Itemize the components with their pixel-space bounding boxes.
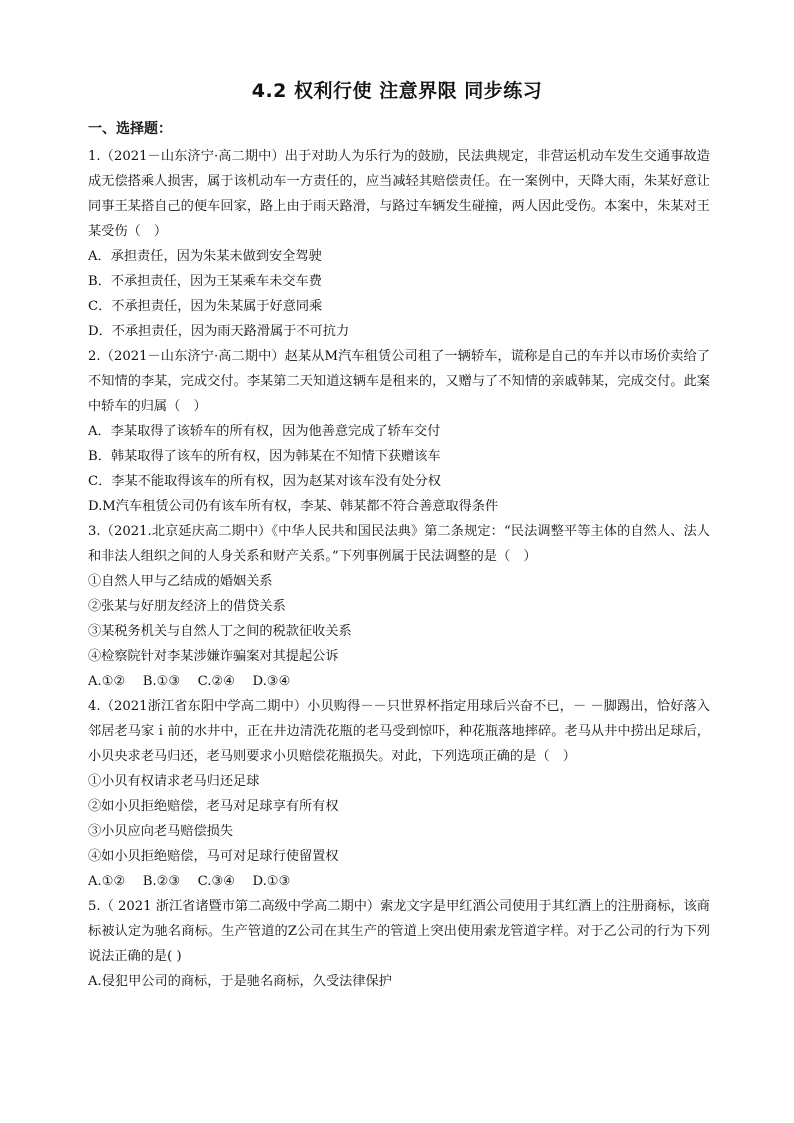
question-2-option-d: D.M汽车租赁公司仍有该车所有权，李某、韩某都不符合善意取得条件 <box>88 499 499 514</box>
question-3-item-4: ④检察院针对李某涉嫌诈骗案对其提起公诉 <box>88 649 339 664</box>
question-4-item-3: ③小贝应向老马赔偿损失 <box>88 824 234 839</box>
question-1-option-c: C．不承担责任，因为朱某属于好意同乘 <box>88 299 323 314</box>
question-1-option-a: A．承担责任，因为朱某未做到安全驾驶 <box>88 249 322 264</box>
section-heading: 一、选择题： <box>88 121 172 137</box>
question-list <box>88 144 710 994</box>
question-2-option-a: A．李某取得了该轿车的所有权，因为他善意完成了轿车交付 <box>88 424 441 439</box>
question-5-stem: 5.（ 2021 浙江省诸暨市第二高级中学高二期中）索龙文字是甲红酒公司使用于其红酒上的注册商标，该商标被认定为驰名商标。生产管道的Z公司在其生产的管道上突出使用索龙管道字样。对于乙公司的行为下列说法正确的是( ) <box>88 899 710 964</box>
question-1-option-b: B．不承担责任，因为王某乘车未交车费 <box>88 274 322 289</box>
question-3-stem: 3.（2021.北京延庆高二期中）《中华人民共和国民法典》第二条规定：“民法调整平等主体的自然人、法人和非法人组织之间的人身关系和财产关系。”下列事例属于民法调整的是（ ） <box>88 524 710 564</box>
question-1-stem: 1.（2021－山东济宁·高二期中）出于对助人为乐行为的鼓励，民法典规定，非营运机动车发生交通事故造成无偿搭乘人损害，属于该机动车一方责任的，应当减轻其赔偿责任。在一案例中，天降大雨，朱某好意让同事王某搭自己的便车回家，路上由于雨天路滑，与路过车辆发生碰撞，两人因此受伤。本案中，朱某对王某受伤（ ） <box>88 149 710 239</box>
question-3-item-1: ①自然人甲与乙结成的婚姻关系 <box>88 574 273 589</box>
question-3-choices: A.①② B.①③ C.②④ D.③④ <box>88 674 291 689</box>
question-3-item-2: ②张某与好朋友经济上的借贷关系 <box>88 599 286 614</box>
page-title: 4.2 权利行使 注意界限 同步练习 <box>251 80 543 102</box>
question-5-option-a: A.侵犯甲公司的商标，于是驰名商标，久受法律保护 <box>88 974 392 989</box>
question-4-item-1: ①小贝有权请求老马归还足球 <box>88 774 260 789</box>
question-4-item-4: ④如小贝拒绝赔偿，马可对足球行使留置权 <box>88 849 339 864</box>
question-1-option-d: D．不承担责任，因为雨天路滑属于不可抗力 <box>88 324 350 339</box>
question-3-item-3: ③某税务机关与自然人丁之间的税款征收关系 <box>88 624 352 639</box>
question-2-option-c: C．李某不能取得该车的所有权，因为赵某对该车没有处分权 <box>88 474 441 489</box>
question-2-option-b: B．韩某取得了该车的所有权，因为韩某在不知情下获赠该车 <box>88 449 441 464</box>
question-4-stem: 4.（2021浙江省东阳中学高二期中）小贝购得－－只世界杯指定用球后兴奋不已，－ －脚踢出，恰好落入邻居老马家ｉ前的水井中，正在井边清洗花瓶的老马受到惊吓，种花瓶落地摔碎。老马从井中捞出足球后，小贝央求老马归还，老马则要求小贝赔偿花瓶损失。对此，下列选项正确的是（ ） <box>88 699 710 764</box>
question-4-item-2: ②如小贝拒绝赔偿，老马对足球享有所有权 <box>88 799 339 814</box>
question-2-stem: 2.（2021－山东济宁·高二期中）赵某从M汽车租赁公司租了一辆轿车，谎称是自己的车并以市场价卖给了不知情的李某，完成交付。李某第二天知道这辆车是租来的，又赠与了不知情的亲戚韩某，完成交付。此案中轿车的归属（ ） <box>88 349 710 414</box>
question-4-choices: A.①② B.②③ C.③④ D.①③ <box>88 874 291 889</box>
